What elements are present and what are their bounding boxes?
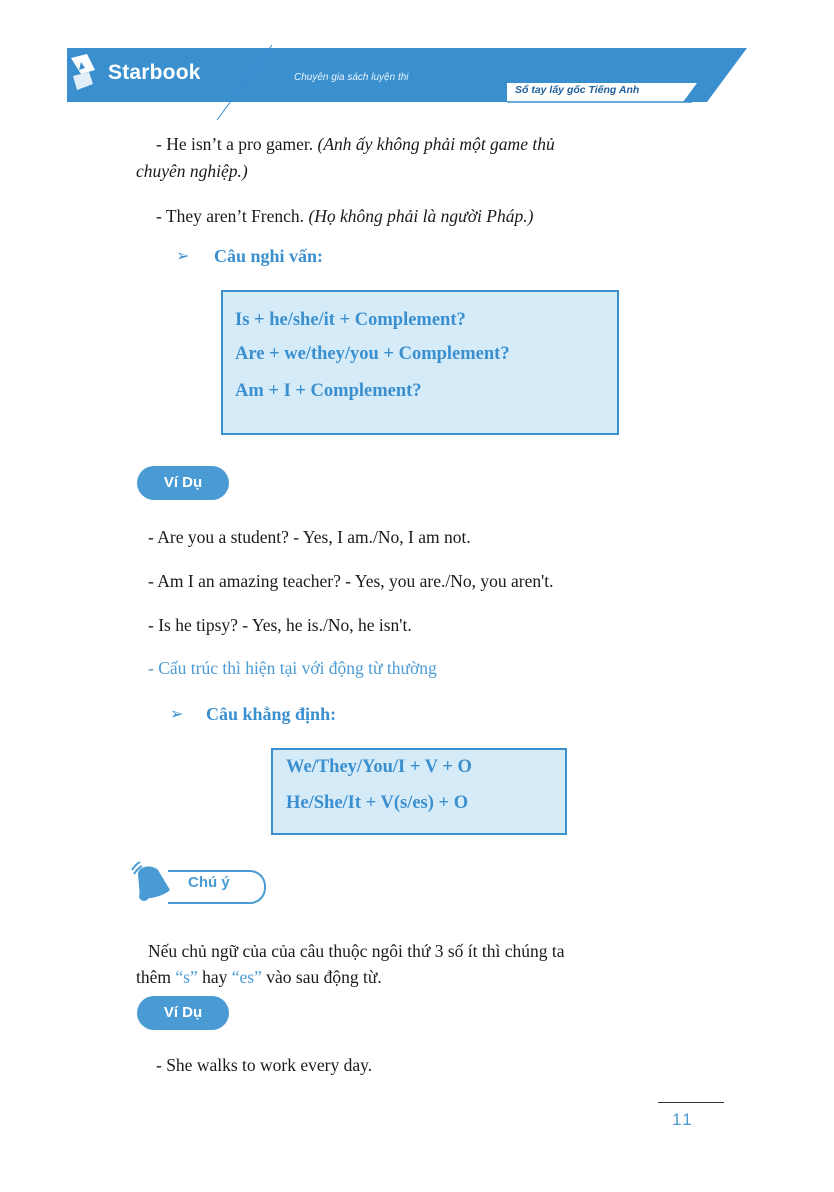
note-badge-label: Chú ý	[188, 874, 230, 891]
intro-line-1-vi: (Anh ấy không phải một game thủ	[317, 134, 555, 154]
affirmative-formula-1: We/They/You/I + V + O	[286, 757, 472, 777]
note-s-quote: “s”	[175, 967, 198, 987]
note-text-line-2	[136, 966, 382, 988]
brand-name: Starbook	[108, 61, 201, 84]
page-number: 11	[672, 1110, 694, 1129]
bullet-arrow-icon: ➢	[176, 246, 190, 265]
note-text-2b: hay	[197, 967, 232, 987]
question-heading: Câu nghi vấn:	[214, 246, 324, 266]
intro-line-1-continued: chuyên nghiệp.)	[136, 161, 248, 181]
affirmative-formula-2: He/She/It + V(s/es) + O	[286, 793, 469, 813]
intro-line-1-en: - He isn’t a pro gamer.	[156, 134, 314, 154]
intro-line-2-vi: (Họ không phải là người Pháp.)	[308, 206, 534, 226]
intro-line-2	[156, 205, 533, 227]
question-formula-1: Is + he/she/it + Complement?	[235, 310, 466, 330]
example-1-line-3: - Is he tipsy? - Yes, he is./No, he isn't.	[148, 615, 412, 635]
example-1-line-1: - Are you a student? - Yes, I am./No, I am not.	[148, 527, 471, 547]
note-text-2a: thêm	[136, 967, 176, 987]
note-text-2c: vào sau động từ.	[261, 967, 382, 987]
question-formula-3: Am + I + Complement?	[235, 381, 422, 401]
footer-rule	[658, 1102, 724, 1103]
note-es-quote: “es”	[231, 967, 262, 987]
example-1-line-2: - Am I an amazing teacher? - Yes, you are./No, you aren't.	[148, 571, 554, 591]
book-subtitle: Sổ tay lấy gốc Tiếng Anh	[515, 84, 640, 96]
example-badge-1: Ví Dụ	[137, 466, 229, 500]
structure-title: - Cấu trúc thì hiện tại với động từ thường	[148, 658, 437, 678]
intro-line-2-en: - They aren’t French.	[156, 206, 305, 226]
affirmative-heading: Câu khẳng định:	[206, 704, 337, 724]
intro-line-1	[156, 133, 555, 155]
example-2-line: - She walks to work every day.	[156, 1055, 373, 1075]
bullet-arrow-icon: ➢	[170, 704, 184, 723]
note-text-line-1: Nếu chủ ngữ của của câu thuộc ngôi thứ 3 số ít thì chúng ta	[148, 941, 565, 961]
starbook-logo-icon	[67, 52, 99, 100]
example-badge-2: Ví Dụ	[137, 996, 229, 1030]
tagline: Chuyên gia sách luyện thi	[294, 72, 409, 83]
question-formula-2: Are + we/they/you + Complement?	[235, 344, 510, 364]
